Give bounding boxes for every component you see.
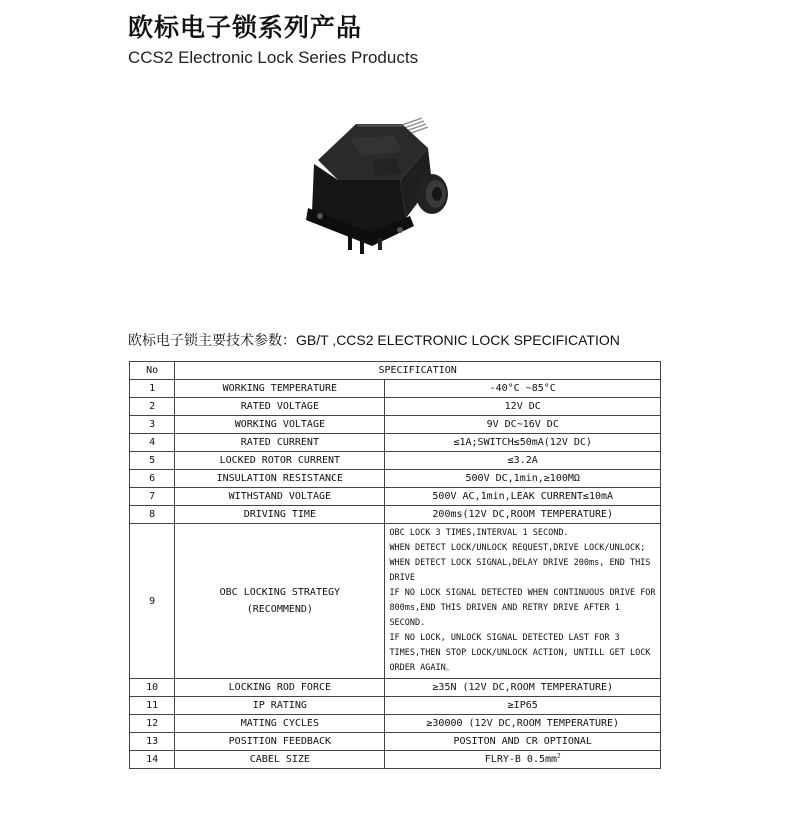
row-no: 1 <box>130 380 175 398</box>
row-value-text: FLRY-B 0.5mm <box>484 754 558 765</box>
row-item: CABEL SIZE <box>175 751 385 769</box>
row-value: -40°C ~85°C <box>385 380 661 398</box>
table-row <box>130 416 661 434</box>
row-no: 12 <box>130 715 175 733</box>
row-no: 14 <box>130 751 175 769</box>
row-no: 7 <box>130 488 175 506</box>
row-item: RATED CURRENT <box>175 434 385 452</box>
header-specification: SPECIFICATION <box>175 362 661 380</box>
table-row <box>130 733 661 751</box>
row-value: ≤1A;SWITCH≤50mA(12V DC) <box>385 434 661 452</box>
row-value: 12V DC <box>385 398 661 416</box>
row-item: WORKING VOLTAGE <box>175 416 385 434</box>
strategy-line: WHEN DETECT LOCK SIGNAL,DELAY DRIVE 200ms, END THIS DRIVE <box>389 558 651 583</box>
table-row <box>130 506 661 524</box>
row-value: ≥35N (12V DC,ROOM TEMPERATURE) <box>385 679 661 697</box>
strategy-line: OBC LOCK 3 TIMES,INTERVAL 1 SECOND. <box>389 528 569 538</box>
row-value: 9V DC~16V DC <box>385 416 661 434</box>
row-value-superscript: 2 <box>557 752 561 760</box>
row-no: 3 <box>130 416 175 434</box>
row-no: 10 <box>130 679 175 697</box>
row-no: 6 <box>130 470 175 488</box>
strategy-description <box>385 524 661 679</box>
spec-heading: 欧标电子锁主要技术参数：GB/T ,CCS2 ELECTRONIC LOCK SPECIFICATION <box>128 332 620 348</box>
table-row <box>130 488 661 506</box>
table-row <box>130 751 661 769</box>
page-title-en: CCS2 Electronic Lock Series Products <box>128 48 419 67</box>
row-item: MATING CYCLES <box>175 715 385 733</box>
table-row-strategy <box>130 524 661 679</box>
table-row <box>130 470 661 488</box>
row-item: RATED VOLTAGE <box>175 398 385 416</box>
row-item: WITHSTAND VOLTAGE <box>175 488 385 506</box>
row-item: DRIVING TIME <box>175 506 385 524</box>
row-no: 8 <box>130 506 175 524</box>
strategy-line: WHEN DETECT LOCK/UNLOCK REQUEST,DRIVE LOCK/UNLOCK; <box>389 543 646 553</box>
row-no: 9 <box>130 524 175 679</box>
row-no: 11 <box>130 697 175 715</box>
spec-table <box>129 361 661 769</box>
row-value: 500V DC,1min,≥100MΩ <box>385 470 661 488</box>
electronic-lock-product-image <box>290 108 470 268</box>
row-value: 500V AC,1min,LEAK CURRENT≤10mA <box>385 488 661 506</box>
table-row <box>130 452 661 470</box>
strategy-line: IF NO LOCK, UNLOCK SIGNAL DETECTED LAST FOR 3 TIMES,THEN STOP LOCK/UNLOCK ACTION, UNTILL GET LOCK ORDER AGAIN。 <box>389 633 651 673</box>
row-value: ≥IP65 <box>385 697 661 715</box>
table-row <box>130 380 661 398</box>
table-row <box>130 434 661 452</box>
row-no: 4 <box>130 434 175 452</box>
row-value <box>385 751 661 769</box>
row-no: 5 <box>130 452 175 470</box>
header-no: No <box>130 362 175 380</box>
row-item: IP RATING <box>175 697 385 715</box>
table-row <box>130 715 661 733</box>
table-row <box>130 398 661 416</box>
row-no: 13 <box>130 733 175 751</box>
row-value: 200ms(12V DC,ROOM TEMPERATURE) <box>385 506 661 524</box>
row-item: WORKING TEMPERATURE <box>175 380 385 398</box>
row-value: POSITON AND CR OPTIONAL <box>385 733 661 751</box>
table-row <box>130 679 661 697</box>
row-item: INSULATION RESISTANCE <box>175 470 385 488</box>
strategy-line: IF NO LOCK SIGNAL DETECTED WHEN CONTINUOUS DRIVE FOR 800ms,END THIS DRIVEN AND RETRY DRIVE AFTER 1 SECOND. <box>389 588 656 628</box>
row-no: 2 <box>130 398 175 416</box>
row-value: ≤3.2A <box>385 452 661 470</box>
row-value: ≥30000 (12V DC,ROOM TEMPERATURE) <box>385 715 661 733</box>
row-item: LOCKED ROTOR CURRENT <box>175 452 385 470</box>
row-item: POSITION FEEDBACK <box>175 733 385 751</box>
strategy-item-note: (RECOMMEND) <box>246 604 313 615</box>
table-row <box>130 697 661 715</box>
page-title-cn: 欧标电子锁系列产品 <box>128 13 363 42</box>
row-item <box>175 524 385 679</box>
strategy-item-line: OBC LOCKING STRATEGY <box>219 587 341 598</box>
table-header-row <box>130 362 661 380</box>
row-item: LOCKING ROD FORCE <box>175 679 385 697</box>
